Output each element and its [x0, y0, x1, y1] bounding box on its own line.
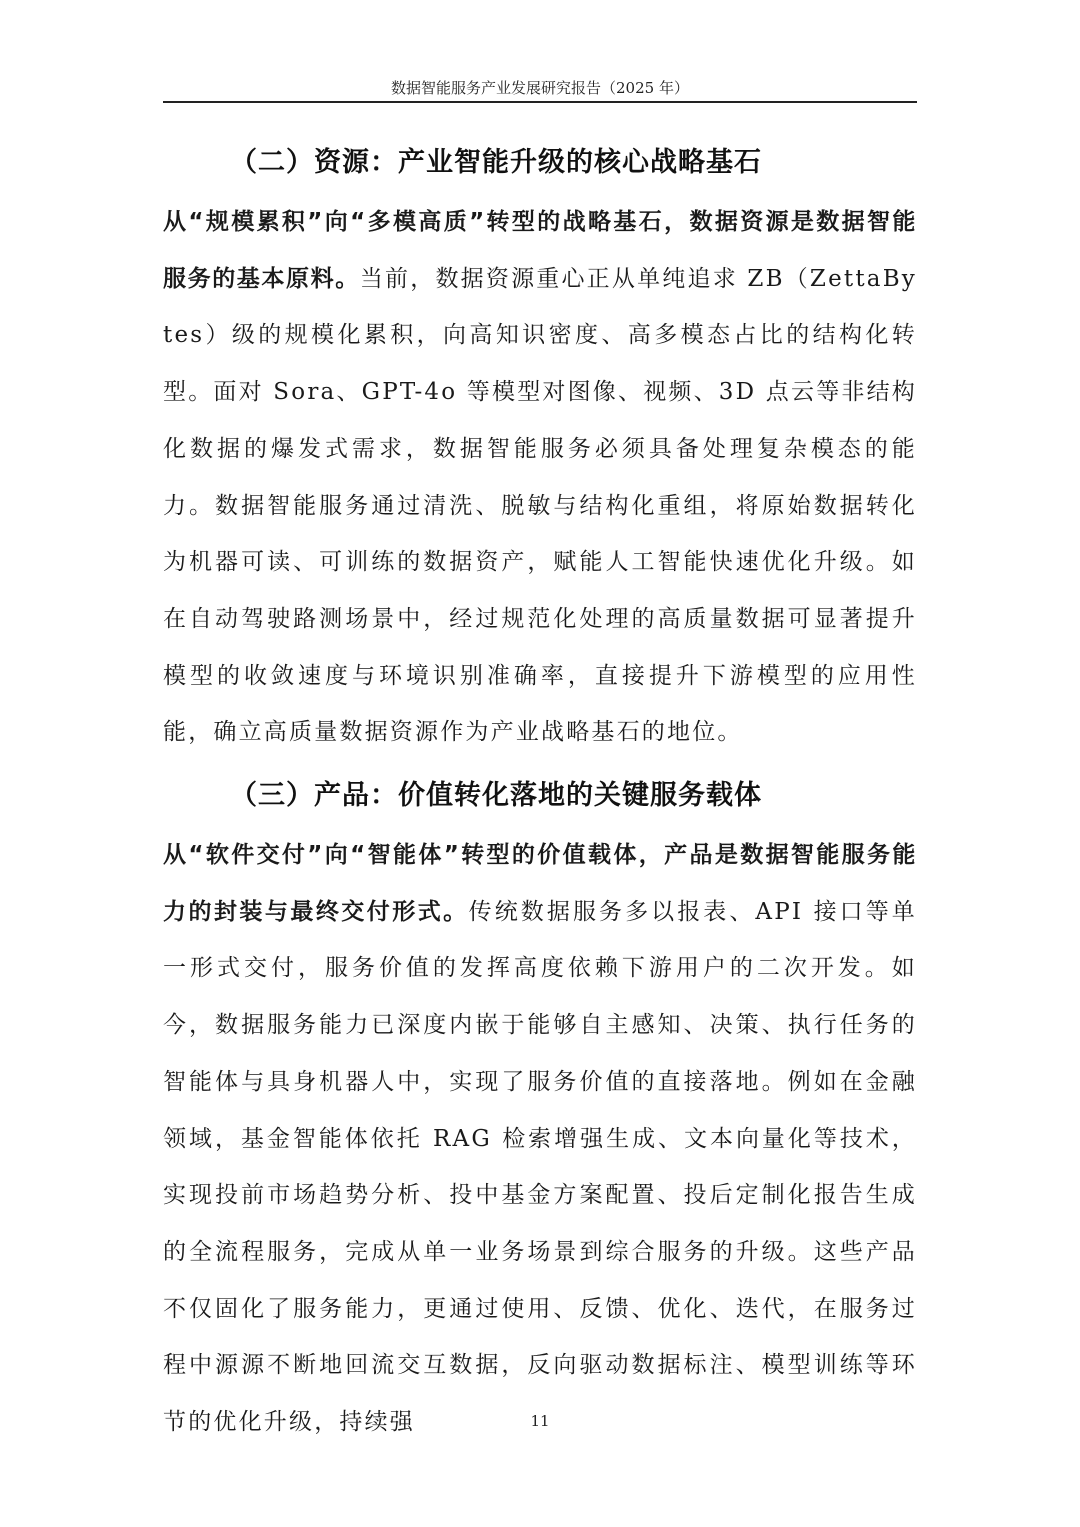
- page-number: 11: [530, 1412, 550, 1430]
- section-heading-resources: （二）资源：产业智能升级的核心战略基石: [230, 147, 762, 178]
- section-paragraph-products: [163, 827, 917, 1451]
- paragraph-lead-text: 从“软件交付”向“智能体”转型的价值载体，产品是数据智能服务能力的封装与最终交付形式。: [163, 842, 917, 925]
- section-heading-products: （三）产品：价值转化落地的关键服务载体: [230, 780, 762, 811]
- paragraph-lead-text: 从“规模累积”向“多模高质”转型的战略基石，数据资源是数据智能服务的基本原料。: [163, 209, 917, 292]
- section-paragraph-resources: [163, 194, 917, 761]
- header-rule: [163, 101, 917, 103]
- paragraph-body-text: 传统数据服务多以报表、API 接口等单一形式交付，服务价值的发挥高度依赖下游用户的二次开发。如今，数据服务能力已深度内嵌于能够自主感知、决策、执行任务的智能体与具身机器人中，实现了服务价值的直接落地。例如在金融领域，基金智能体依托 RAG 检索增强生成、文本向量化等技术，实现投前市场趋势分析、投中基金方案配置、投后定制化报告生成的全流程服务，完成从单一业务场景到综合服务的升级。这些产品不仅固化了服务能力，更通过使用、反馈、优化、迭代，在服务过程中源源不断地回流交互数据，反向驱动数据标注、模型训练等环节的优化升级，持续强: [163, 898, 917, 1436]
- page-header: 数据智能服务产业发展研究报告（2025 年）: [391, 79, 689, 97]
- paragraph-body-text: 当前，数据资源重心正从单纯追求 ZB（ZettaBytes）级的规模化累积，向高知识密度、高多模态占比的结构化转型。面对 Sora、GPT-4o 等模型对图像、视频、3D 点云等非结构化数据的爆发式需求，数据智能服务必须具备处理复杂模态的能力。数据智能服务通过清洗、脱敏与结构化重组，将原始数据转化为机器可读、可训练的数据资产，赋能人工智能快速优化升级。如在自动驾驶路测场景中，经过规范化处理的高质量数据可显著提升模型的收敛速度与环境识别准确率，直接提升下游模型的应用性能，确立高质量数据资源作为产业战略基石的地位。: [163, 265, 917, 746]
